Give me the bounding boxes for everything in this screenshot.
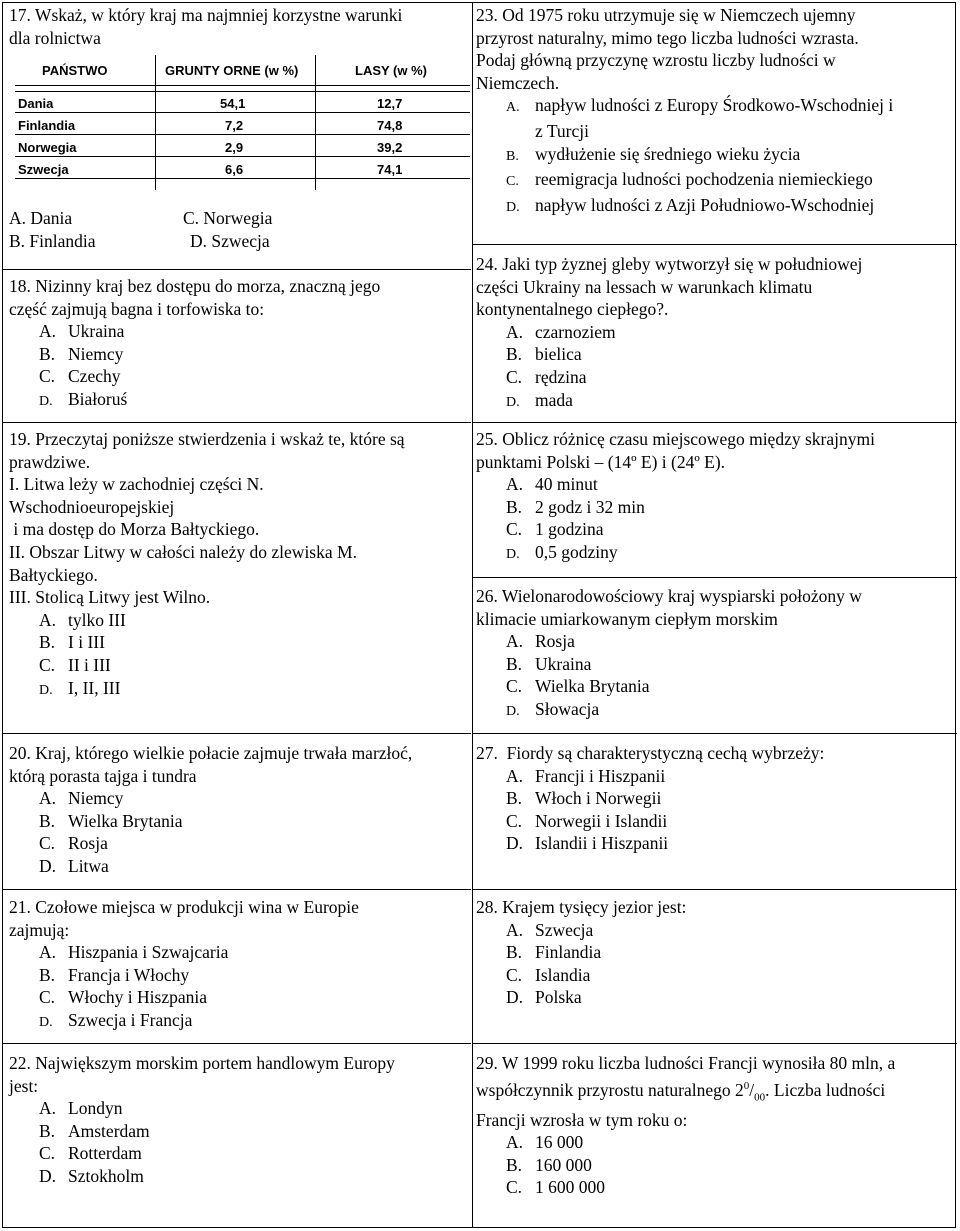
question-text: kontynentalnego ciepłego?. [476,299,669,320]
question-text: część zajmują bagna i torfowiska to: [9,298,265,319]
question-26 [476,585,954,724]
option[interactable]: C. reemigracja ludności pochodzenia niemieckiego [506,169,873,190]
option[interactable]: A. 40 minut [506,474,598,495]
option[interactable]: D. I, II, III [39,677,121,698]
option[interactable]: D. Islandii i Hiszpanii [506,833,669,854]
option[interactable]: C. Wielka Brytania [506,676,650,697]
question-text: jest: [9,1075,39,1096]
divider [3,269,471,270]
option[interactable]: B. 160 000 [506,1154,592,1175]
table-cell: 74,8 [377,118,403,133]
table-cell: 7,2 [225,118,244,133]
question-text: 26. Wielonarodowościowy kraj wyspiarski położony w [476,586,862,606]
option[interactable]: A. Londyn [39,1098,123,1119]
table-cell: 12,7 [377,96,403,111]
option[interactable]: C. II i III [39,654,111,675]
question-28 [476,896,954,1009]
question-27 [476,742,954,855]
option[interactable]: B. Wielka Brytania [39,810,183,831]
table-cell: Szwecja [18,162,69,177]
table-hline [15,91,470,92]
table-header: PAŃSTWO [42,63,108,78]
option[interactable]: B. 2 godz i 32 min [506,496,645,517]
question-text: 18. Nizinny kraj bez dostępu do morza, znaczną jego [9,276,381,296]
option[interactable]: D. Słowacja [506,698,600,719]
option[interactable]: C. Rosja [39,833,108,854]
table-hline [15,178,470,179]
divider [3,422,471,423]
option[interactable]: C. Norwegii i Islandii [506,810,668,831]
option[interactable]: C. Rotterdam [39,1143,142,1164]
question-text: 24. Jaki typ żyznej gleby wytworzył się w południowej [476,254,863,274]
option[interactable]: B. Finlandia [506,942,602,963]
option[interactable]: A. Ukraina [39,321,125,342]
statement-text: I. Litwa leży w zachodniej części N. [9,474,264,495]
option[interactable]: B. Włoch i Norwegii [506,788,662,809]
statement-text: Wschodnioeuropejskiej [9,496,175,517]
option[interactable]: C. Islandia [506,964,591,985]
option[interactable]: D. mada [506,389,573,410]
option[interactable]: C. rędzina [506,366,587,387]
option[interactable]: A. napływ ludności z Europy Środkowo-Wschodniej i [506,95,894,116]
table-cell: 54,1 [220,96,246,111]
question-19 [9,428,464,702]
table-hline [15,85,470,86]
question-18 [9,275,464,414]
option-continuation: z Turcji [535,120,589,141]
option[interactable]: C. Czechy [39,366,121,387]
option[interactable]: B. Amsterdam [39,1120,150,1141]
question-text: punktami Polski – (14º E) i (24º E). [476,451,726,472]
option[interactable]: A. 16 000 [506,1132,584,1153]
option[interactable]: D. Litwa [39,855,109,876]
divider [472,422,957,423]
question-20 [9,742,467,878]
option[interactable]: B. Francja i Włochy [39,964,190,985]
question-text: Niemczech. [476,72,560,93]
statement-text: i ma dostęp do Morza Bałtyckiego. [9,519,260,540]
option[interactable]: A. Hiszpania i Szwajcaria [39,942,229,963]
option[interactable]: A. Rosja [506,631,575,652]
question-17 [9,4,464,49]
option[interactable]: A. Francji i Hiszpanii [506,765,666,786]
option[interactable]: C. Włochy i Hiszpania [39,987,207,1008]
question-17-options [9,207,459,252]
divider [3,733,471,734]
option[interactable]: D. 0,5 godziny [506,541,618,562]
table-cell: Norwegia [18,140,77,155]
table-header: GRUNTY ORNE (w %) [165,63,299,78]
option[interactable]: B. Niemcy [39,343,124,364]
question-25 [476,428,954,567]
divider [472,733,957,734]
divider [472,577,957,578]
option[interactable]: A. Szwecja [506,919,594,940]
option[interactable]: D. napływ ludności z Azji Południowo-Wschodniej [506,194,875,215]
option[interactable]: A. czarnoziem [506,321,616,342]
option[interactable]: D. Sztokholm [39,1165,144,1186]
question-text: 17. Wskaż, w który kraj ma najmniej korzystne warunki [9,5,403,25]
table-cell: 74,1 [377,162,403,177]
statement-text: Bałtyckiego. [9,564,98,585]
option[interactable]: B. wydłużenie się średniego wieku życia [506,143,801,164]
question-22 [9,1052,464,1188]
question-29 [476,1052,954,1199]
question-text: współczynnik przyrostu naturalnego $2^0/_{00}$. Liczba ludności [476,1079,886,1103]
question-text: przyrost naturalny, mimo tego liczba ludności wzrasta. [476,27,859,48]
divider [3,1043,471,1044]
question-text: 20. Kraj, którego wielkie połacie zajmuje trwała marzłoć, [9,743,413,763]
question-text: 28. Krajem tysięcy jezior jest: [476,897,687,917]
table-cell: 39,2 [377,140,403,155]
option[interactable]: D. Szwecja [190,230,270,251]
question-text: 21. Czołowe miejsca w produkcji wina w Europie [9,897,359,917]
land-use-table [15,55,470,190]
table-cell: Dania [18,96,54,111]
question-text: Francji wzrosła w tym roku o: [476,1109,688,1130]
question-text: 23. Od 1975 roku utrzymuje się w Niemczech ujemny [476,5,856,25]
option[interactable]: C. Norwegia [183,208,273,228]
option[interactable]: B. I i III [39,632,105,653]
question-21 [9,896,464,1035]
divider [472,889,957,890]
table-hline [15,112,470,113]
option[interactable]: D. Szwecja i Francja [39,1009,193,1030]
divider [3,889,471,890]
table-cell: 6,6 [225,162,244,177]
option[interactable]: C. 1 godzina [506,519,604,540]
question-text: 29. W 1999 roku liczba ludności Francji wynosiła 80 mln, a [476,1053,896,1073]
question-text: prawdziwe. [9,451,91,472]
option[interactable]: D. Białoruś [39,388,128,409]
question-text: zajmują: [9,919,70,940]
statement-text: II. Obszar Litwy w całości należy do zlewiska M. [9,541,357,562]
option[interactable]: D. Polska [506,987,582,1008]
question-text: klimacie umiarkowanym ciepłym morskim [476,608,778,629]
question-text: którą porasta tajga i tundra [9,765,197,786]
question-text: Podaj główną przyczynę wzrostu liczby ludności w [476,50,836,71]
table-cell: 2,9 [225,140,244,155]
table-vline [155,55,156,190]
divider [472,244,957,245]
option[interactable]: B. Ukraina [506,653,592,674]
table-cell: Finlandia [18,118,76,133]
table-header: LASY (w %) [355,63,427,78]
question-23 [476,4,954,219]
question-24 [476,253,954,414]
option[interactable]: C. 1 600 000 [506,1177,605,1198]
divider [472,1043,957,1044]
question-text: części Ukrainy na lessach w warunkach klimatu [476,276,813,297]
question-text: 25. Oblicz różnicę czasu miejscowego między skrajnymi [476,429,875,449]
option[interactable]: B. Finlandia [9,230,96,251]
option[interactable]: B. bielica [506,344,582,365]
table-hline [15,156,470,157]
question-text: dla rolnictwa [9,27,101,48]
option[interactable]: A. Niemcy [39,788,124,809]
option[interactable]: A. Dania [9,208,73,228]
question-text: 22. Największym morskim portem handlowym Europy [9,1053,395,1073]
question-text: 27. Fiordy są charakterystyczną cechą wybrzeży: [476,743,825,763]
option[interactable]: A. tylko III [39,609,126,630]
statement-text: III. Stolicą Litwy jest Wilno. [9,587,211,608]
table-vline [315,55,316,190]
table-hline [15,134,470,135]
question-text: 19. Przeczytaj poniższe stwierdzenia i wskaż te, które są [9,429,405,449]
